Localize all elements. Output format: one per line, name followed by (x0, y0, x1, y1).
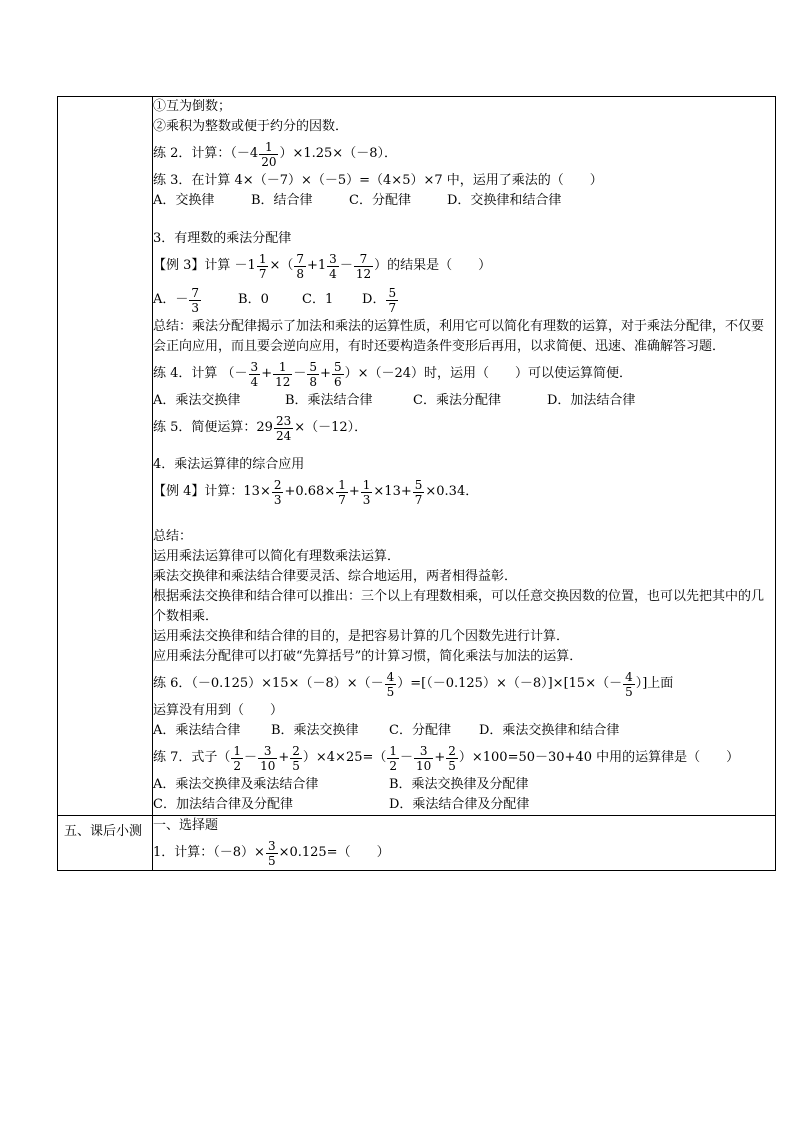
question-1-prefix: 1．计算：（－8）× (153, 845, 265, 860)
operator: ×13+ (373, 484, 412, 499)
fraction (259, 140, 278, 169)
summary-2-title: 总结： (153, 529, 193, 544)
fraction (446, 744, 458, 773)
denominator: 5 (448, 758, 456, 773)
option-d: D．乘法结合律及分配律 (389, 797, 530, 812)
section-3-title: 3．有理数的乘法分配律 (153, 231, 292, 246)
fraction (623, 670, 635, 699)
operator: ）×4×25=（ (302, 750, 387, 765)
denominator: 4 (250, 374, 259, 389)
denominator: 10 (260, 758, 276, 773)
summary-1: 总结：乘法分配律揭示了加法和乘法的运算性质，利用它可以简化有理数的运算，对于乘法分配律，不仅要会正向应用，而且要会逆向应用，有时还要构造条件变形后再用，以求简便、迅速、准确解答习题． (153, 319, 765, 354)
fraction (327, 252, 339, 281)
denominator: 7 (388, 300, 397, 315)
operator: － (400, 750, 414, 765)
denominator: 12 (275, 374, 291, 389)
option-d: D．加法结合律 (547, 393, 636, 408)
denominator: 3 (273, 492, 282, 507)
content-cell (153, 816, 776, 871)
fraction (258, 744, 277, 773)
summary-2-line: 应用乘法分配律可以打破“先算括号”的计算习惯，简化乘法与加法的运算． (153, 649, 583, 664)
option-c: C．乘法分配律 (413, 393, 501, 408)
option-c: C．加法结合律及分配律 (153, 797, 293, 812)
example-3 (153, 249, 775, 283)
fraction (294, 252, 306, 281)
numerator: 7 (296, 251, 304, 266)
denominator: 7 (338, 492, 346, 507)
fraction (272, 478, 284, 507)
left-cell (58, 97, 153, 816)
numerator: 1 (265, 139, 273, 154)
operator: － (339, 258, 353, 273)
numerator: 1 (338, 477, 346, 492)
exercise-7-suffix: ）×100=50－30+40 中用的运算律是（ ） (458, 750, 740, 765)
exercise-2-prefix: 练 2．计算：（－4 (153, 146, 259, 161)
fraction (290, 744, 302, 773)
denominator: 5 (625, 684, 633, 699)
table-row (58, 816, 776, 871)
exercise-4-prefix: 练 4．计算 （－ (153, 366, 248, 381)
fraction (257, 252, 269, 281)
operator: － (244, 750, 258, 765)
option-c: C．分配律 (349, 193, 411, 208)
fraction (189, 286, 201, 315)
denominator: 5 (292, 758, 300, 773)
fraction (414, 744, 433, 773)
summary-2-line: 运用乘法交换律和结合律的目的，是把容易计算的几个因数先进行计算． (153, 629, 570, 644)
operator: + (261, 366, 273, 381)
option-c: C．1 (302, 292, 334, 307)
numerator: 1 (258, 251, 267, 266)
exercise-2 (153, 137, 775, 171)
denominator: 8 (309, 374, 318, 389)
question-1 (153, 836, 775, 870)
numerator: 1 (362, 477, 371, 492)
row-label: 五、课后小测 (64, 824, 143, 839)
option-d: D． (362, 292, 386, 307)
numerator: 5 (388, 285, 397, 300)
exercise-6-line-2: 运算没有用到（ ） (153, 703, 284, 718)
fraction (413, 478, 425, 507)
operator: +1 (307, 258, 327, 273)
exercise-2-suffix: ）×1.25×（－8）． (279, 146, 397, 161)
numerator: 3 (267, 838, 276, 853)
fraction (361, 478, 373, 507)
exercise-6-suffix: ）]上面 (635, 676, 674, 691)
option-d: D．乘法交换律和结合律 (479, 723, 620, 738)
option-b: B．乘法交换律 (271, 723, 359, 738)
numerator: 2 (292, 743, 300, 758)
row-label (58, 97, 152, 101)
numerator: 1 (233, 743, 242, 758)
fraction (307, 360, 319, 389)
content-cell (153, 97, 776, 816)
denominator: 24 (275, 428, 292, 443)
denominator: 20 (261, 154, 277, 169)
numerator: 4 (386, 669, 395, 684)
numerator: 1 (278, 359, 287, 374)
numerator: 7 (191, 285, 200, 300)
numerator: 3 (329, 251, 337, 266)
option-a: A．交换律 (153, 193, 215, 208)
section-4-title: 4．乘法运算律的综合应用 (153, 457, 305, 472)
operator: ）=[（－0.125）×（－8）]×[15×（－ (397, 676, 623, 691)
fraction (266, 839, 278, 868)
summary-2-line: 乘法交换律和乘法结合律要灵活、综合地运用，两者相得益彰． (153, 569, 518, 584)
denominator: 5 (386, 684, 395, 699)
exercise-6-prefix: 练 6．（－0.125）×15×（－8）×（－ (153, 676, 384, 691)
option-a: A．乘法结合律 (153, 723, 241, 738)
fraction (385, 670, 397, 699)
numerator: 2 (448, 743, 456, 758)
left-cell (58, 816, 153, 871)
exercise-7-options (153, 775, 775, 815)
lesson-table (57, 96, 776, 871)
example-4-suffix: ×0.34． (425, 484, 479, 499)
option-c: C．分配律 (389, 723, 451, 738)
denominator: 2 (233, 758, 242, 773)
fraction (273, 360, 292, 389)
numerator: 7 (359, 251, 368, 266)
denominator: 6 (333, 374, 342, 389)
table-row (58, 97, 776, 816)
option-b: B．乘法结合律 (285, 393, 373, 408)
operator: + (348, 484, 360, 499)
summary-2-line: 根据乘法交换律和结合律可以推出：三个以上有理数相乘，可以任意交换因数的位置，也可以先把其中的几个数相乘． (153, 589, 765, 624)
fraction (386, 286, 398, 315)
operator: ×（ (269, 258, 294, 273)
fraction (336, 478, 348, 507)
denominator: 3 (362, 492, 371, 507)
option-a: A．乘法交换律及乘法结合律 (153, 777, 319, 792)
denominator: 5 (267, 853, 276, 868)
numerator: 5 (414, 477, 423, 492)
exercise-5 (153, 411, 775, 445)
exercise-3: 练 3．在计算 4×（－7）×（－5）=（4×5）×7 中，运用了乘法的（ ） (153, 173, 603, 188)
numerator: 5 (333, 359, 342, 374)
fraction (249, 360, 261, 389)
option-b: B．结合律 (251, 193, 313, 208)
operator: － (293, 366, 307, 381)
option-a: A．－ (153, 292, 189, 307)
section-title: 一、选择题 (153, 818, 219, 833)
exercise-4-suffix: ）×（－24）时，运用（ ）可以使运算简便． (344, 366, 633, 381)
fraction (354, 252, 373, 281)
option-a: A．乘法交换律 (153, 393, 241, 408)
intro-line-1: ①互为倒数； (153, 99, 232, 114)
denominator: 12 (355, 266, 372, 281)
exercise-4 (153, 357, 775, 391)
fraction (332, 360, 344, 389)
numerator: 3 (263, 743, 272, 758)
denominator: 10 (416, 758, 432, 773)
numerator: 23 (275, 413, 292, 428)
numerator: 3 (250, 359, 259, 374)
example-3-prefix: 【例 3】计算 －1 (153, 258, 256, 273)
numerator: 3 (419, 743, 428, 758)
denominator: 2 (389, 758, 398, 773)
numerator: 5 (309, 359, 318, 374)
option-b: B．0 (238, 292, 269, 307)
question-1-suffix: ×0.125=（ ） (278, 845, 390, 860)
exercise-3-options (153, 191, 775, 211)
numerator: 1 (389, 743, 398, 758)
operator: + (320, 366, 331, 381)
exercise-7-prefix: 练 7．式子（ (153, 750, 231, 765)
exercise-7 (153, 741, 775, 775)
exercise-5-suffix: ×（－12）． (294, 420, 368, 435)
option-d: D．交换律和结合律 (447, 193, 562, 208)
example-3-options (153, 283, 775, 317)
denominator: 8 (296, 266, 304, 281)
denominator: 4 (329, 266, 337, 281)
exercise-5-prefix: 练 5．简便运算：29 (153, 420, 273, 435)
example-3-suffix: ）的结果是（ ） (374, 258, 492, 273)
option-b: B．乘法交换律及分配律 (389, 777, 529, 792)
example-4-prefix: 【例 4】计算：13× (153, 484, 271, 499)
summary-2-line: 运用乘法运算律可以简化有理数乘法运算． (153, 549, 401, 564)
numerator: 2 (273, 477, 282, 492)
denominator: 7 (414, 492, 423, 507)
example-4 (153, 475, 775, 509)
denominator: 7 (258, 266, 267, 281)
fraction (274, 414, 293, 443)
fraction (387, 744, 399, 773)
denominator: 3 (191, 300, 200, 315)
numerator: 4 (625, 669, 633, 684)
exercise-4-options (153, 391, 775, 411)
fraction (231, 744, 243, 773)
exercise-6 (153, 667, 775, 701)
intro-line-2: ②乘积为整数或便于约分的因数． (153, 119, 349, 134)
operator: + (434, 750, 446, 765)
operator: + (278, 750, 290, 765)
exercise-6-options (153, 721, 775, 741)
operator: +0.68× (284, 484, 336, 499)
